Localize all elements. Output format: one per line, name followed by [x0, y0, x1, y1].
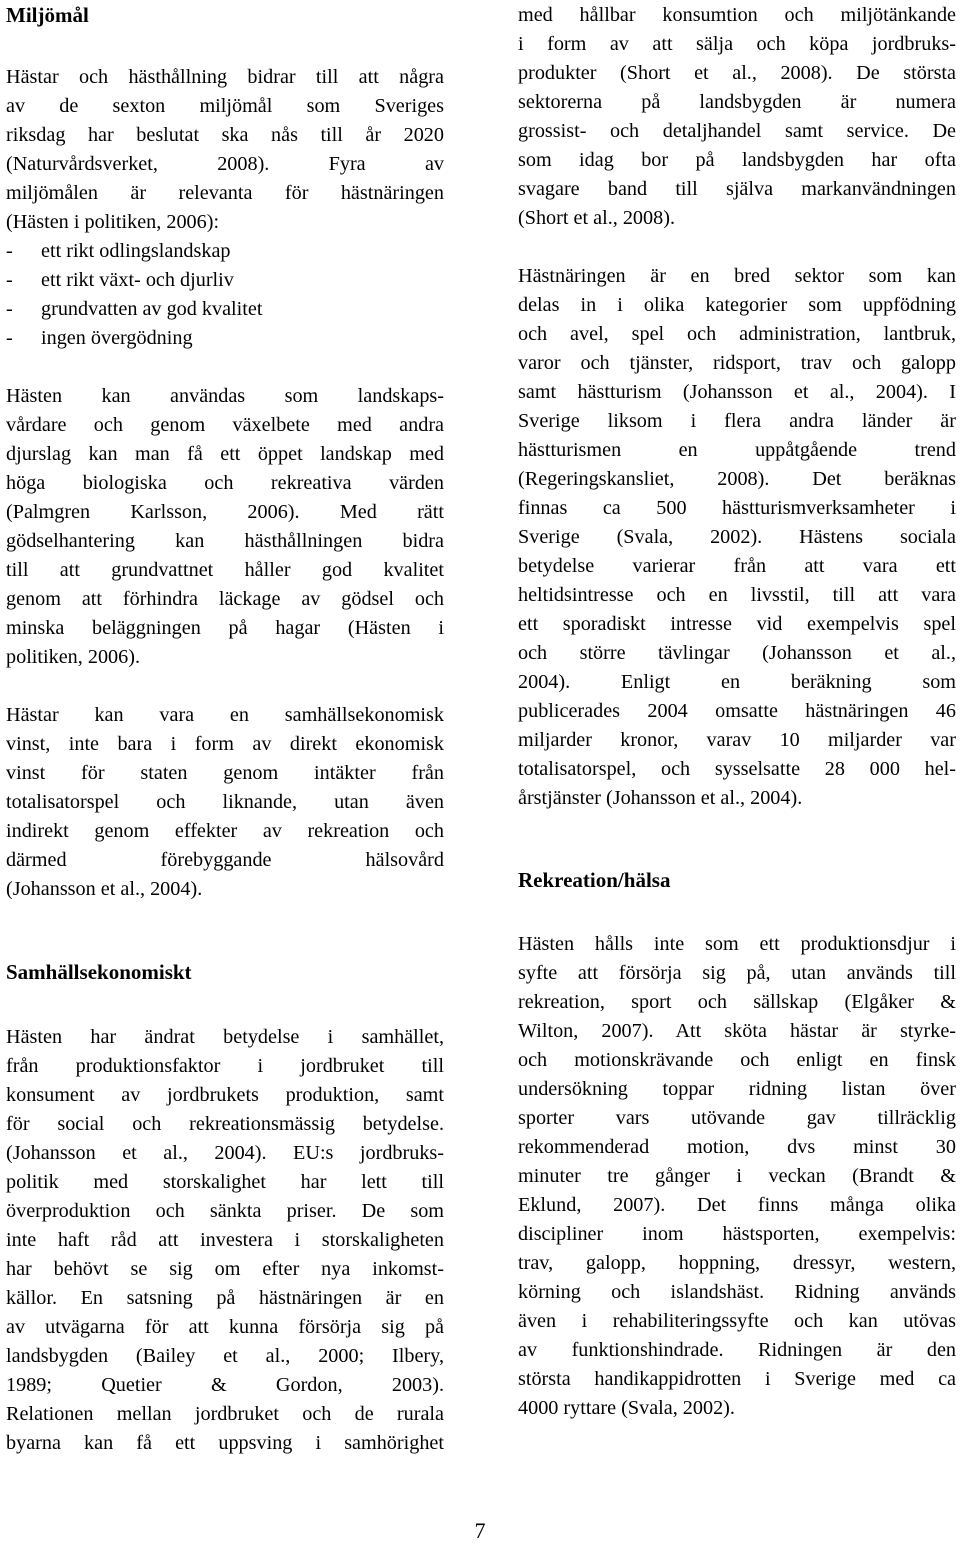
- text-line: Relationen mellan jordbruket och de rurala: [6, 1403, 444, 1425]
- text-line: största handikappidrotten i Sverige med ca: [518, 1368, 956, 1390]
- text-line: (Regeringskansliet, 2008). Det beräknas: [518, 468, 956, 490]
- list-item-text: grundvatten av god kvalitet: [41, 298, 263, 320]
- list-item: [6, 237, 444, 266]
- text-line: gödselhantering kan hästhållningen bidra: [6, 530, 444, 552]
- text-line: och större tävlingar (Johansson et al.,: [518, 642, 956, 664]
- text-line: konsument av jordbrukets produktion, samt: [6, 1084, 444, 1106]
- text-line: miljömålen är relevanta för hästnäringen: [6, 182, 444, 204]
- text-line: höga biologiska och rekreativa värden: [6, 472, 444, 494]
- text-line: Sverige liksom i flera andra länder är: [518, 410, 956, 432]
- text-line: källor. En satsning på hästnäringen är en: [6, 1287, 444, 1309]
- text-line: i form av att sälja och köpa jordbruks-: [518, 33, 956, 55]
- text-line: byarna kan få ett uppsving i samhörighet: [6, 1432, 444, 1454]
- text-line: svagare band till själva markanvändningen: [518, 178, 956, 200]
- text-line: från produktionsfaktor i jordbruket till: [6, 1055, 444, 1077]
- text-line: Hästen hålls inte som ett produktionsdjur i: [518, 933, 956, 955]
- text-line: genom att förhindra läckage av gödsel och: [6, 588, 444, 610]
- text-line: 4000 ryttare (Svala, 2002).: [518, 1397, 735, 1419]
- heading-miljomal: Miljömål: [6, 3, 89, 27]
- text-line: (Palmgren Karlsson, 2006). Med rätt: [6, 501, 444, 523]
- list-item: [6, 324, 444, 353]
- bullet-marker: -: [6, 298, 13, 320]
- text-line: 2004). Enligt en beräkning som: [518, 671, 956, 693]
- text-line: grossist- och detaljhandel samt service. De: [518, 120, 956, 142]
- text-line: Hästen har ändrat betydelse i samhället,: [6, 1026, 444, 1048]
- text-line: Hästar och hästhållning bidrar till att några: [6, 66, 444, 88]
- text-line: trav, galopp, hoppning, dressyr, western,: [518, 1252, 956, 1274]
- list-item: [6, 295, 444, 324]
- list-item: [6, 266, 444, 295]
- text-line: Hästnäringen är en bred sektor som kan: [518, 265, 956, 287]
- text-line: av funktionshindrade. Ridningen är den: [518, 1339, 956, 1361]
- text-line: rekommenderad motion, dvs minst 30: [518, 1136, 956, 1158]
- text-line: av de sexton miljömål som Sveriges: [6, 95, 444, 117]
- text-line: Hästar kan vara en samhällsekonomisk: [6, 704, 444, 726]
- heading-samhallsekonomiskt: Samhällsekonomiskt: [6, 960, 192, 984]
- text-line: (Hästen i politiken, 2006):: [6, 211, 220, 233]
- list-item-text: ingen övergödning: [41, 327, 193, 349]
- text-line: som idag bor på landsbygden har ofta: [518, 149, 956, 171]
- text-line: delas in i olika kategorier som uppfödning: [518, 294, 956, 316]
- text-line: finnas ca 500 hästturismverksamheter i: [518, 497, 956, 519]
- text-line: publicerades 2004 omsatte hästnäringen 46: [518, 700, 956, 722]
- text-line: vinst, inte bara i form av direkt ekonomisk: [6, 733, 444, 755]
- text-line: totalisatorspel, och sysselsatte 28 000 hel-: [518, 758, 956, 780]
- text-line: djurslag kan man få ett öppet landskap med: [6, 443, 444, 465]
- text-line: samt hästturism (Johansson et al., 2004). I: [518, 381, 956, 403]
- text-line: undersökning toppar ridning listan över: [518, 1078, 956, 1100]
- text-line: av utvägarna för att kunna försörja sig på: [6, 1316, 444, 1338]
- text-line: heltidsintresse och en livsstil, till att vara: [518, 584, 956, 606]
- text-line: Eklund, 2007). Det finns många olika: [518, 1194, 956, 1216]
- text-line: 1989; Quetier & Gordon, 2003).: [6, 1374, 444, 1396]
- text-line: överproduktion och sänkta priser. De som: [6, 1200, 444, 1222]
- text-line: även i rehabiliteringssyfte och kan utövas: [518, 1310, 956, 1332]
- bullet-marker: -: [6, 269, 13, 291]
- text-line: Sverige (Svala, 2002). Hästens sociala: [518, 526, 956, 548]
- text-line: sporter vars utövande gav tillräcklig: [518, 1107, 956, 1129]
- text-line: Wilton, 2007). Att sköta hästar är styrke-: [518, 1020, 956, 1042]
- text-line: till att grundvattnet håller god kvalitet: [6, 559, 444, 581]
- text-line: vårdare och genom växelbete med andra: [6, 414, 444, 436]
- text-line: discipliner inom hästsporten, exempelvis:: [518, 1223, 956, 1245]
- list-item-text: ett rikt odlingslandskap: [41, 240, 231, 262]
- text-line: politiken, 2006).: [6, 646, 141, 668]
- text-line: minska beläggningen på hagar (Hästen i: [6, 617, 444, 639]
- text-line: för social och rekreationsmässig betydelse.: [6, 1113, 444, 1135]
- text-line: minuter tre gånger i veckan (Brandt &: [518, 1165, 956, 1187]
- text-line: (Johansson et al., 2004).: [6, 878, 203, 900]
- text-line: hästturismen en uppåtgående trend: [518, 439, 956, 461]
- text-line: indirekt genom effekter av rekreation och: [6, 820, 444, 842]
- text-line: (Naturvårdsverket, 2008). Fyra av: [6, 153, 444, 175]
- text-line: syfte att försörja sig på, utan används till: [518, 962, 956, 984]
- text-line: och avel, spel och administration, lantbruk,: [518, 323, 956, 345]
- page-number: 7: [474, 1518, 486, 1543]
- text-line: med hållbar konsumtion och miljötänkande: [518, 4, 956, 26]
- text-line: rekreation, sport och sällskap (Elgåker &: [518, 991, 956, 1013]
- text-line: politik med storskalighet har lett till: [6, 1171, 444, 1193]
- text-line: Hästen kan användas som landskaps-: [6, 385, 444, 407]
- text-line: (Short et al., 2008).: [518, 207, 675, 229]
- text-line: totalisatorspel och liknande, utan även: [6, 791, 444, 813]
- text-line: har behövt se sig om efter nya inkomst-: [6, 1258, 444, 1280]
- text-line: och motionskrävande och enligt en finsk: [518, 1049, 956, 1071]
- text-line: landsbygden (Bailey et al., 2000; Ilbery,: [6, 1345, 444, 1367]
- bullet-marker: -: [6, 327, 13, 349]
- text-line: inte haft råd att investera i storskaligheten: [6, 1229, 444, 1251]
- text-line: sektorerna på landsbygden är numera: [518, 91, 956, 113]
- heading-rekreation: Rekreation/hälsa: [518, 868, 671, 892]
- text-line: ett sporadiskt intresse vid exempelvis spel: [518, 613, 956, 635]
- text-line: varor och tjänster, ridsport, trav och galopp: [518, 352, 956, 374]
- text-line: miljarder kronor, varav 10 miljarder var: [518, 729, 956, 751]
- text-line: (Johansson et al., 2004). EU:s jordbruks-: [6, 1142, 444, 1164]
- text-line: vinst för staten genom intäkter från: [6, 762, 444, 784]
- text-line: körning och islandshäst. Ridning används: [518, 1281, 956, 1303]
- text-line: därmed förebyggande hälsovård: [6, 849, 444, 871]
- text-line: produkter (Short et al., 2008). De största: [518, 62, 956, 84]
- text-line: betydelse varierar från att vara ett: [518, 555, 956, 577]
- text-line: riksdag har beslutat ska nås till år 2020: [6, 124, 444, 146]
- list-item-text: ett rikt växt- och djurliv: [41, 269, 234, 291]
- text-line: årstjänster (Johansson et al., 2004).: [518, 787, 803, 809]
- bullet-marker: -: [6, 240, 13, 262]
